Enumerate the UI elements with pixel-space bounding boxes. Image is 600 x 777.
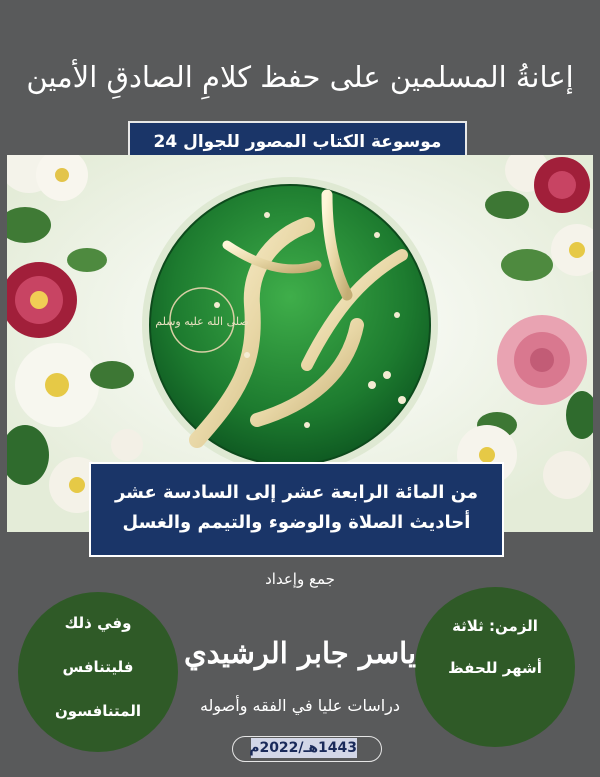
subtitle-line-1: من المائة الرابعة عشر إلى السادسة عشر <box>114 482 479 503</box>
subtitle-line-2: أحاديث الصلاة والوضوء والتيمم والغسل <box>122 512 471 533</box>
motto-line-2: فليتنافس <box>62 658 134 676</box>
seal-text: صلى الله عليه وسلم <box>155 315 249 328</box>
calligraphy-medallion <box>142 177 438 473</box>
main-title: إعانةُ المسلمين على حفظ كلامِ الصادقِ الأمين <box>26 60 574 94</box>
motto-circle <box>18 592 178 752</box>
series-band: موسوعة الكتاب المصور للجوال 24 <box>128 121 467 163</box>
subtitle-box <box>89 462 504 557</box>
compiled-by-label: جمع وإعداد <box>265 570 335 588</box>
motto-line-3: المتنافسون <box>54 702 141 720</box>
motto-line-1: وفي ذلك <box>64 614 132 632</box>
author-name: ياسر جابر الرشيدي <box>183 636 417 670</box>
duration-line-1: الزمن: ثلاثة <box>452 617 538 635</box>
publication-date: 1443هـ/2022م <box>249 740 357 756</box>
duration-line-2: أشهر للحفظ <box>448 659 542 677</box>
author-degree: دراسات عليا في الفقه وأصوله <box>199 696 401 715</box>
